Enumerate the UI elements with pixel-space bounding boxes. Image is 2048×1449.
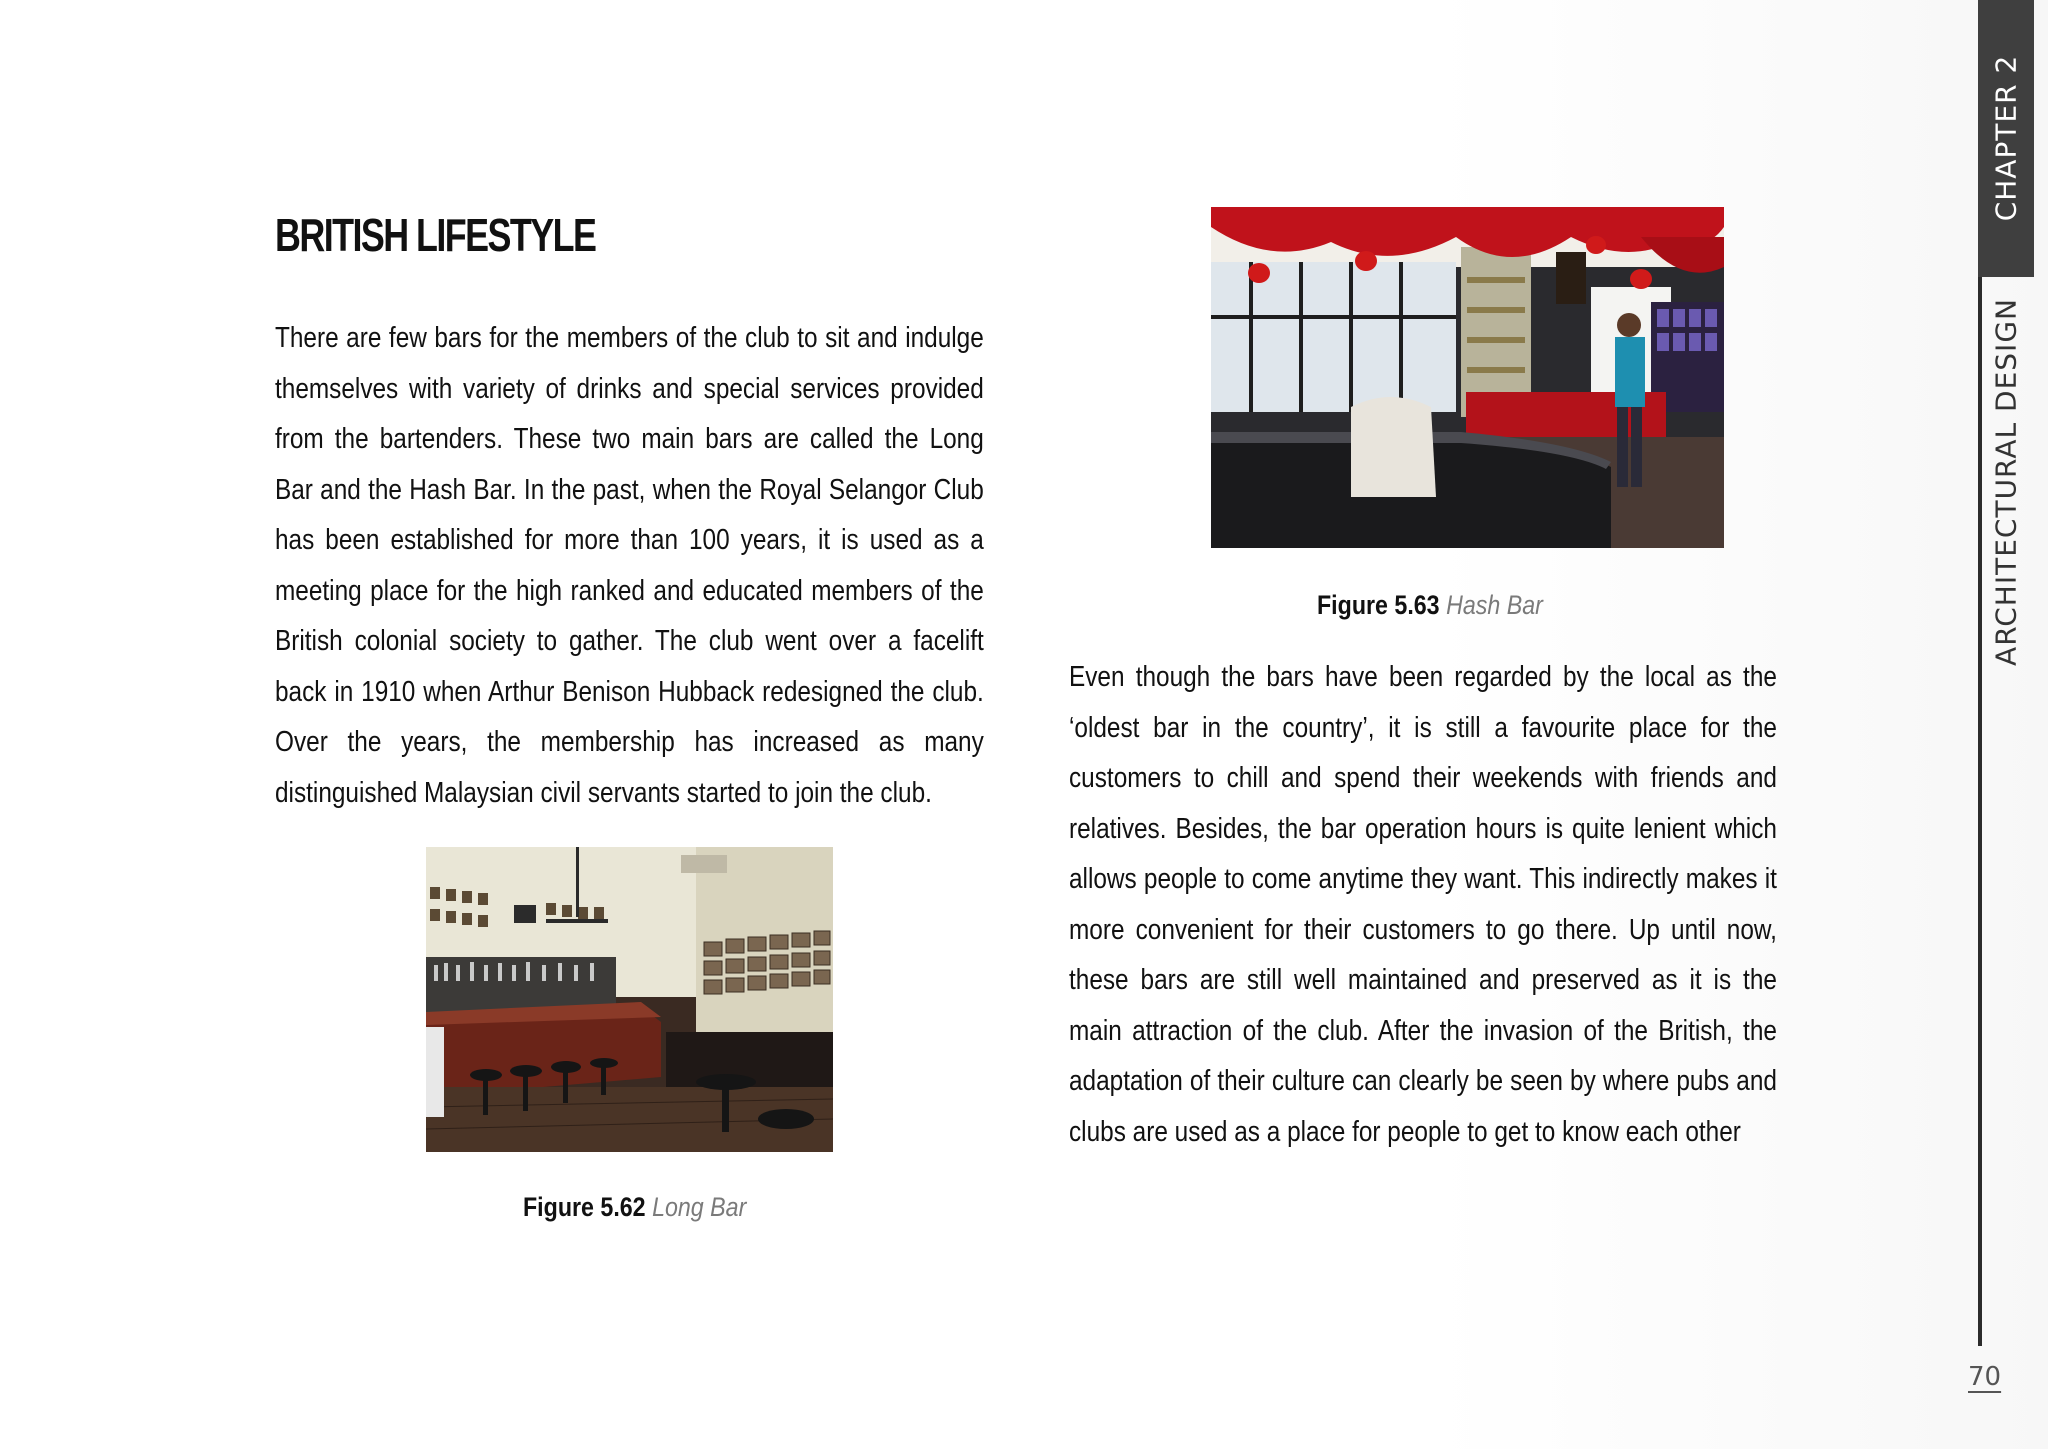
long-bar-photo xyxy=(426,847,833,1152)
figure-number: Figure 5.62 xyxy=(523,1192,646,1222)
figure-caption-hash-bar xyxy=(1317,590,1543,621)
figure-caption-long-bar xyxy=(523,1192,746,1223)
figure-number: Figure 5.63 xyxy=(1317,590,1440,620)
page-title: BRITISH LIFESTYLE xyxy=(275,209,596,261)
body-paragraph-right: Even though the bars have been regarded by the local as the ‘oldest bar in the country’, it is still a favourite place for the customers to chill and spend their weekends with friends and relatives. Besides, the bar operation hours is quite lenient which allows people to come anytime they want. This indirectly makes it more convenient for their customers to go there. Up until now, these bars are still well maintained and preserved as it is the main attraction of the club. After the invasion of the British, the adaptation of their culture can clearly be seen by where pubs and clubs are used as a place for people to get to know each other xyxy=(1069,661,1777,1148)
figure-title: Long Bar xyxy=(652,1192,747,1222)
chapter-label: CHAPTER 2 xyxy=(1989,54,2023,222)
body-paragraph-left: There are few bars for the members of the club to sit and indulge themselves with variety of drinks and special services provided from the bartenders. These two main bars are called the Long Bar and the Hash Bar. In the past, when the Royal Selangor Club has been established for more than 100 years, it is used as a meeting place for the high ranked and educated members of the British colonial society to gather. The club went over a facelift back in 1910 when Arthur Benison Hubback redesigned the club. Over the years, the membership has increased as many distinguished Malaysian civil servants started to join the club. xyxy=(275,322,984,809)
figure-title: Hash Bar xyxy=(1446,590,1543,620)
page-number: 70 xyxy=(1968,1362,2002,1392)
hash-bar-photo xyxy=(1211,207,1724,548)
section-label: ARCHITECTURAL DESIGN xyxy=(1989,298,2023,666)
